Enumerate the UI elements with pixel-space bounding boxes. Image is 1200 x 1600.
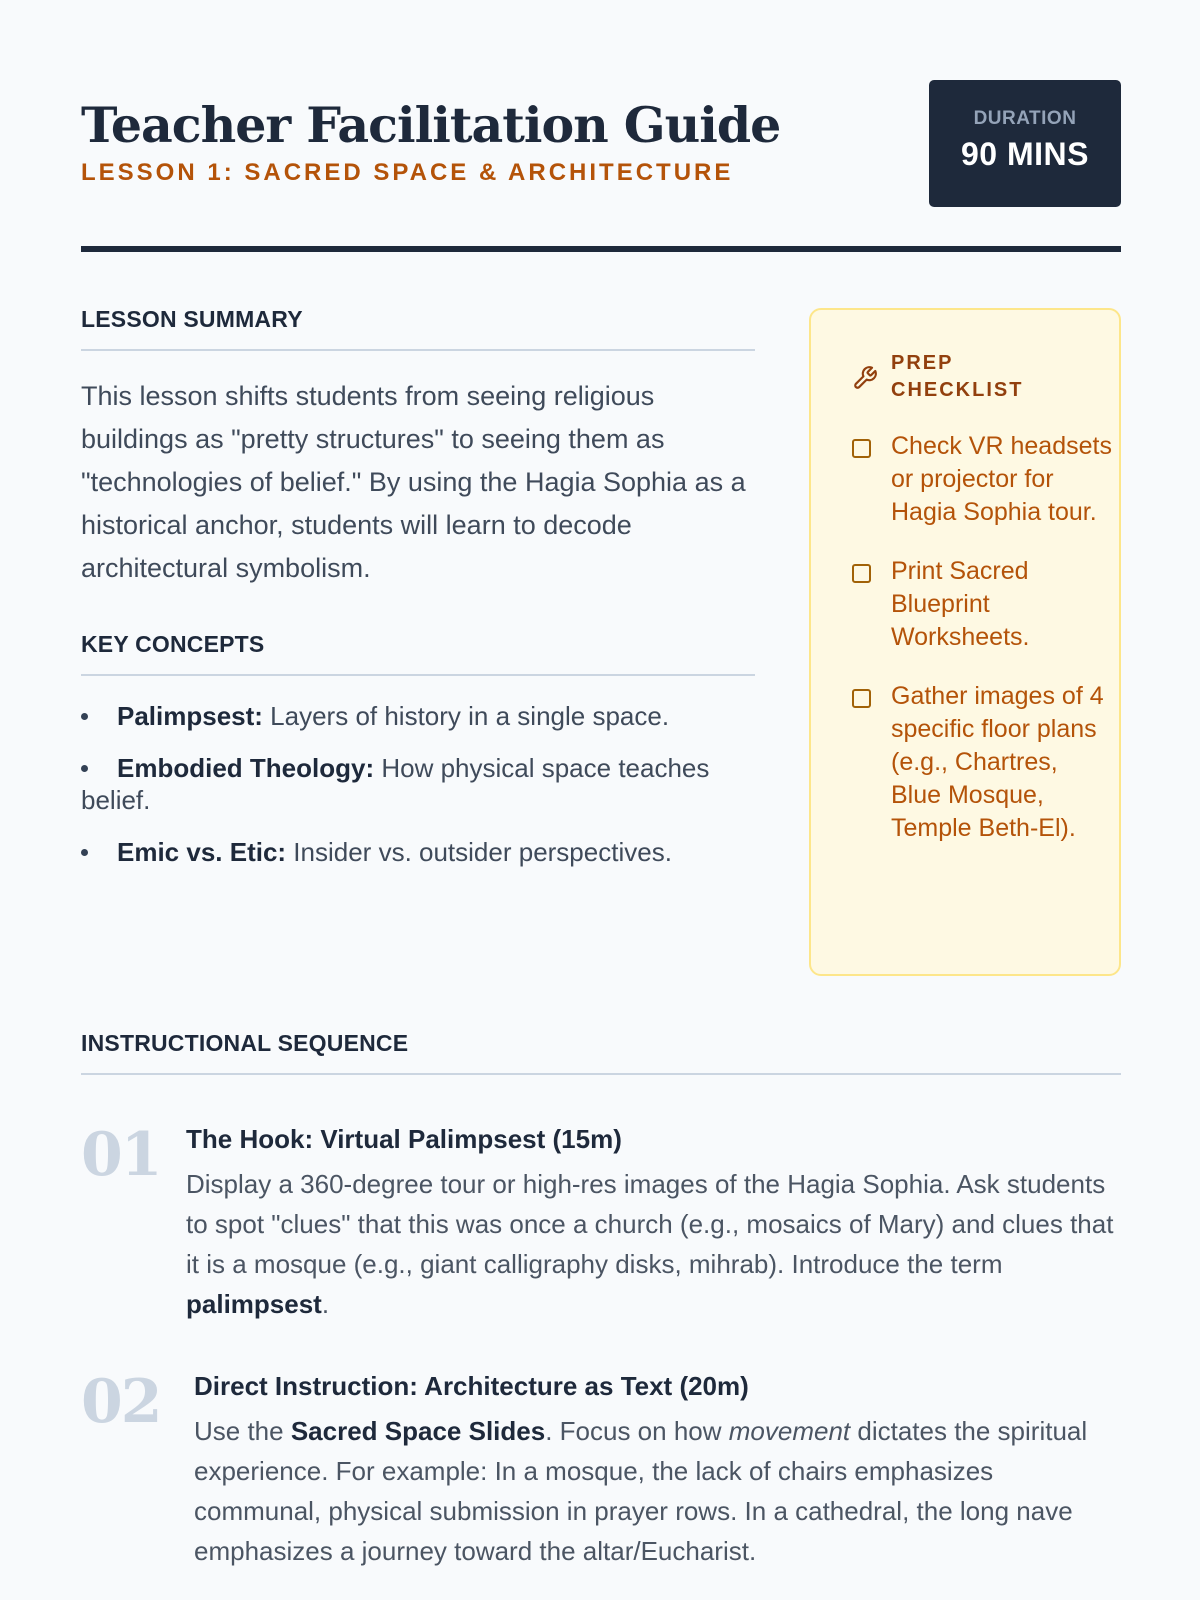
bullet-icon	[81, 713, 88, 720]
step-number: 02	[81, 1367, 161, 1437]
concept-description-continued: belief.	[81, 785, 151, 815]
bullet-icon	[81, 849, 88, 856]
step-description	[186, 1164, 1121, 1324]
step-text: .	[321, 1289, 330, 1319]
list-item	[81, 752, 755, 816]
step-key-term: Sacred Space Slides	[290, 1416, 546, 1446]
checklist-item	[852, 555, 1112, 654]
step-text: . Focus on how	[545, 1416, 729, 1446]
prep-checklist-panel	[809, 308, 1121, 976]
step-text: Display a 360-degree tour or high-res images of the Hagia Sophia. Ask students to spot "clues" that this was once a church (e.g., mosaics of Mary) and clues that it is a mosque (e.g., giant calligraphy disks, mihrab). Introduce the term	[186, 1169, 1114, 1279]
step-text: dictates the spiritual experience. For example: In a mosque, the lack of chairs emphasizes communal, physical submission in prayer rows. In a cathedral, the long nave emphasizes a journey toward the altar/Eucharist.	[194, 1416, 1088, 1566]
page	[81, 0, 1121, 1600]
concept-term: Palimpsest:	[117, 701, 263, 731]
concept-term: Embodied Theology:	[117, 753, 375, 783]
step-title: Direct Instruction: Architecture as Text (20m)	[194, 1371, 749, 1401]
key-concepts-list	[81, 700, 755, 888]
duration-label: DURATION	[973, 108, 1077, 129]
key-concepts-heading: KEY CONCEPTS	[81, 631, 755, 676]
lesson-summary-text: This lesson shifts students from seeing religious buildings as "pretty structures" to seeing them as "technologies of belief." By using the Hagia Sophia as a historical anchor, students will learn to decode architectural symbolism.	[81, 381, 746, 583]
list-item	[81, 700, 755, 732]
header-divider	[81, 246, 1121, 252]
concept-description: How physical space teaches	[374, 753, 710, 783]
duration-value: 90 MINS	[961, 136, 1089, 172]
step-title: The Hook: Virtual Palimpsest (15m)	[186, 1124, 622, 1154]
duration-badge	[929, 80, 1121, 207]
checklist-item-label: Print Sacred Blueprint Worksheets.	[891, 557, 1030, 651]
guide-header	[81, 80, 1121, 252]
step-text: Use the	[194, 1416, 291, 1446]
lesson-subtitle: LESSON 1: SACRED SPACE & ARCHITECTURE	[81, 159, 734, 186]
bullet-icon	[81, 765, 88, 772]
step-number: 01	[81, 1120, 161, 1190]
checklist-checkbox[interactable]	[852, 564, 871, 583]
concept-description: Insider vs. outsider perspectives.	[286, 837, 672, 867]
concept-description: Layers of history in a single space.	[262, 701, 670, 731]
step-key-term: palimpsest	[186, 1289, 322, 1319]
prep-checklist	[852, 430, 1112, 845]
concept-term: Emic vs. Etic:	[117, 837, 287, 867]
prep-checklist-title: PREP CHECKLIST	[891, 352, 1024, 401]
instructional-sequence-heading: INSTRUCTIONAL SEQUENCE	[81, 1030, 1121, 1075]
checklist-item	[852, 680, 1112, 845]
checklist-checkbox[interactable]	[852, 439, 871, 458]
page-title: Teacher Facilitation Guide	[81, 96, 781, 154]
wrench-icon	[852, 365, 878, 391]
checklist-item-label: Check VR headsets or projector for Hagia Sophia tour.	[891, 432, 1112, 526]
lesson-summary-heading: LESSON SUMMARY	[81, 306, 755, 351]
checklist-item	[852, 430, 1112, 529]
checklist-checkbox[interactable]	[852, 689, 871, 708]
step-emphasis: movement	[728, 1416, 851, 1446]
checklist-item-label: Gather images of 4 specific floor plans (e.g., Chartres, Blue Mosque, Temple Beth-El).	[891, 682, 1104, 842]
list-item	[81, 836, 755, 868]
step-description	[194, 1411, 1121, 1571]
